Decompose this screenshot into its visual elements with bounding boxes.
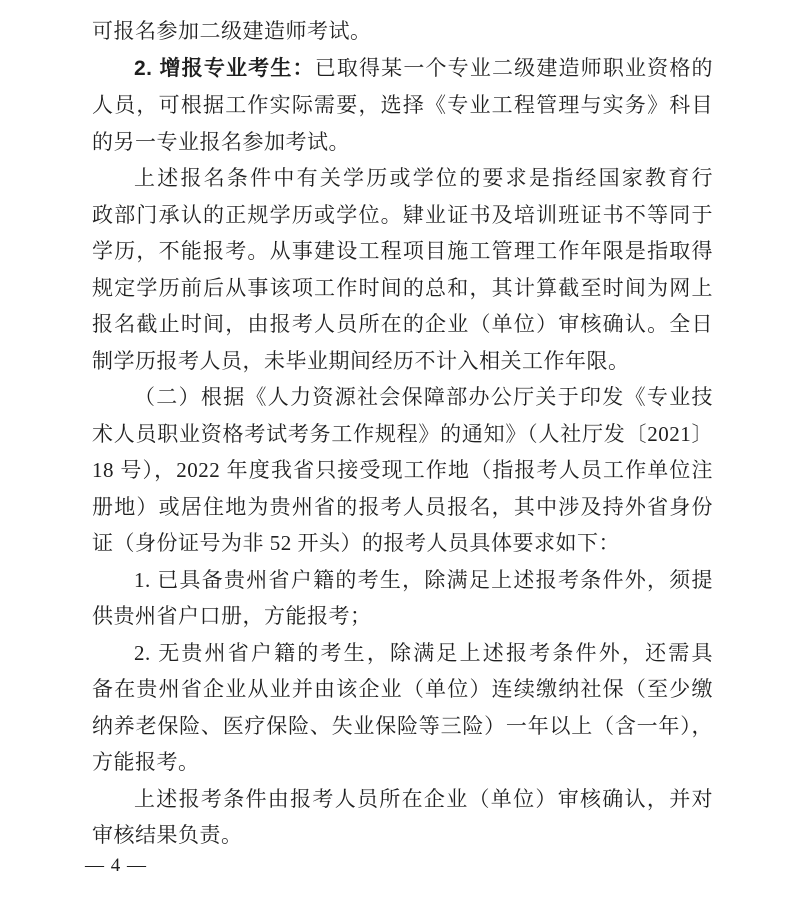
text-line: 报名截止时间，由报考人员所在的企业（单位）审核确认。全日 bbox=[92, 312, 713, 336]
text-line: 规定学历前后从事该项工作时间的总和，其计算截至时间为网上 bbox=[92, 275, 713, 300]
text-line: 上述报名条件中有关学历或学位的要求是指经国家教育行 bbox=[134, 166, 713, 190]
text-line: 制学历报考人员，未毕业期间经历不计入相关工作年限。 bbox=[92, 348, 630, 373]
text-line: （二）根据《人力资源社会保障部办公厅关于印发《专业技 bbox=[134, 385, 713, 409]
text-line: 人员，可根据工作实际需要，选择《专业工程管理与实务》科目 bbox=[92, 93, 713, 117]
text-line: 术人员职业资格考试考务工作规程》的通知》（人社厅发〔2021〕 bbox=[92, 421, 713, 446]
text-line: 方能报考。 bbox=[92, 750, 200, 774]
text-line: 备在贵州省企业从业并由该企业（单位）连续缴纳社保（至少缴 bbox=[92, 677, 713, 701]
text-line: 的另一专业报名参加考试。 bbox=[92, 129, 350, 154]
text-line: 政部门承认的正规学历或学位。肄业证书及培训班证书不等同于 bbox=[92, 202, 713, 227]
text-line bbox=[92, 50, 713, 88]
text-line: 1. 已具备贵州省户籍的考生，除满足上述报考条件外，须提 bbox=[134, 567, 713, 592]
text-line: 上述报考条件由报考人员所在企业（单位）审核确认，并对 bbox=[134, 786, 713, 811]
text-line-rest: 已取得某一个专业二级建造师职业资格的 bbox=[314, 55, 714, 80]
document-text-block bbox=[92, 13, 713, 854]
text-line: 审核结果负责。 bbox=[92, 823, 243, 847]
bold-lead-heading: 2. 增报专业考生： bbox=[134, 56, 315, 80]
text-line: 册地）或居住地为贵州省的报考人员报名，其中涉及持外省身份 bbox=[92, 494, 713, 519]
text-line: 纳养老保险、医疗保险、失业保险等三险）一年以上（含一年）， bbox=[92, 713, 713, 738]
text-line: 2. 无贵州省户籍的考生，除满足上述报考条件外，还需具 bbox=[134, 640, 713, 665]
text-line: 证（身份证号为非 52 开头）的报考人员具体要求如下： bbox=[92, 531, 620, 555]
text-line: 学历，不能报考。从事建设工程项目施工管理工作年限是指取得 bbox=[92, 239, 713, 263]
text-line: 供贵州省户口册，方能报考； bbox=[92, 604, 372, 628]
text-line: 18 号），2022 年度我省只接受现工作地（指报考人员工作单位注 bbox=[92, 458, 713, 482]
text-line: 可报名参加二级建造师考试。 bbox=[92, 19, 372, 43]
page-number: — 4 — bbox=[85, 855, 147, 876]
